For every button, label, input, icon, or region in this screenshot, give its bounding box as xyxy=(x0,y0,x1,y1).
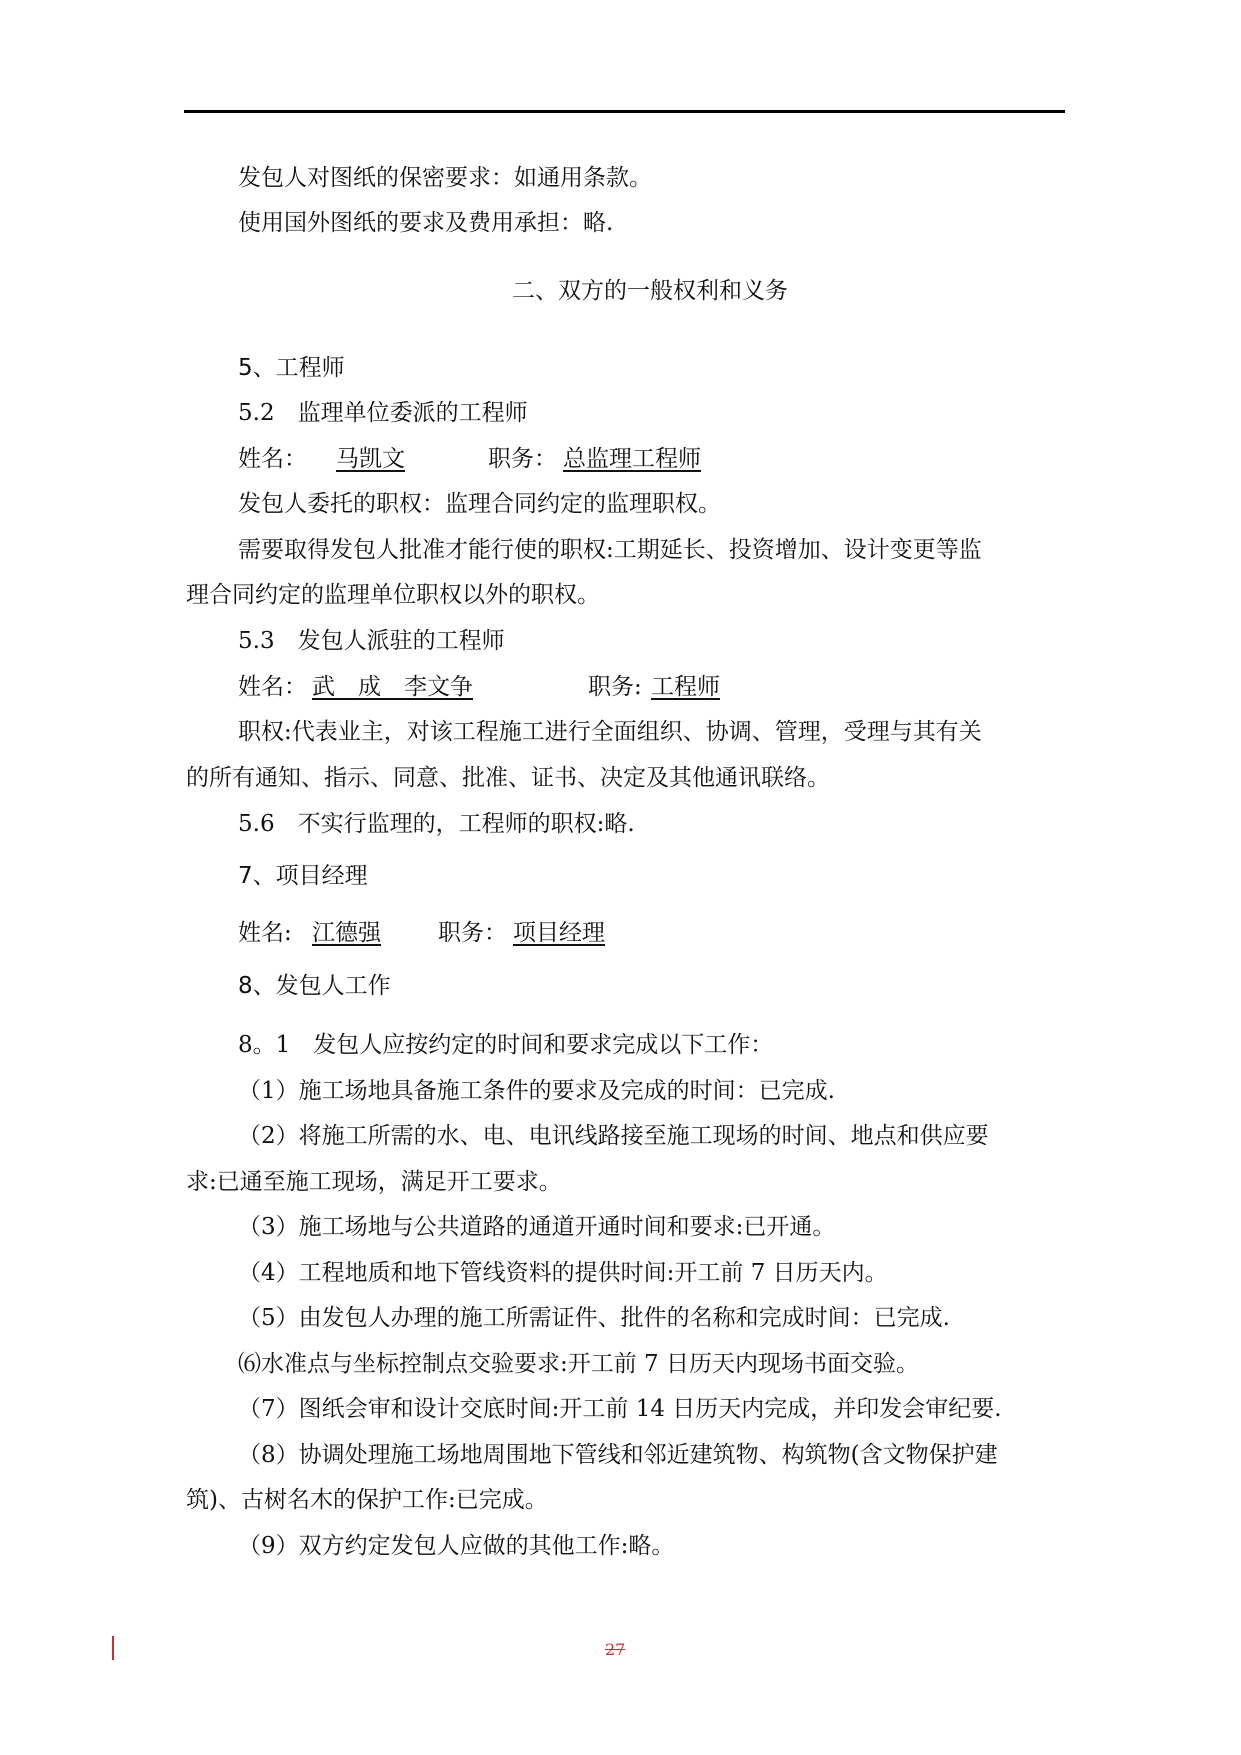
list-item: （5）由发包人办理的施工所需证件、批件的名称和完成时间：已完成. xyxy=(238,1305,950,1331)
heading-5: 5、工程师 xyxy=(238,355,345,381)
paragraph: 需要取得发包人批准才能行使的职权:工期延长、投资增加、设计变更等监 xyxy=(238,537,982,563)
list-item: （8）协调处理施工场地周围地下管线和邻近建筑物、构筑物(含文物保护建 xyxy=(238,1442,998,1468)
list-item: 求:已通至施工现场，满足开工要求。 xyxy=(186,1169,562,1195)
subsection-8-1: 8。1 发包人应按约定的时间和要求完成以下工作： xyxy=(238,1032,774,1058)
engineer-title: 工程师 xyxy=(651,674,720,700)
job-label: 职务: xyxy=(588,674,642,700)
heading-7: 7、项目经理 xyxy=(238,863,368,889)
engineer-name: 马凯文 xyxy=(336,446,405,472)
page-number: 27 xyxy=(605,1640,626,1659)
list-item: （1）施工场地具备施工条件的要求及完成的时间：已完成. xyxy=(238,1078,835,1104)
list-item: ⑹水准点与坐标控制点交验要求:开工前 7 日历天内现场书面交验。 xyxy=(238,1351,920,1377)
list-item: （7）图纸会审和设计交底时间:开工前 14 日历天内完成，并印发会审纪要. xyxy=(238,1396,1002,1422)
paragraph: 的所有通知、指示、同意、批准、证书、决定及其他通讯联络。 xyxy=(186,765,830,791)
job-label: 职务： xyxy=(488,446,557,472)
list-item: （9）双方约定发包人应做的其他工作:略。 xyxy=(238,1533,675,1559)
subsection-5-2: 5.2 监理单位委派的工程师 xyxy=(238,400,528,426)
paragraph: 理合同约定的监理单位职权以外的职权。 xyxy=(186,582,600,608)
name-label: 姓名: xyxy=(238,920,292,946)
header-rule xyxy=(184,110,1065,113)
paragraph: 发包人对图纸的保密要求：如通用条款。 xyxy=(238,165,652,191)
paragraph: 使用国外图纸的要求及费用承担：略. xyxy=(238,210,614,236)
list-item: （2）将施工所需的水、电、电讯线路接至施工现场的时间、地点和供应要 xyxy=(238,1123,989,1149)
subsection-5-6: 5.6 不实行监理的，工程师的职权:略. xyxy=(238,811,635,837)
list-item: 筑)、古树名木的保护工作:已完成。 xyxy=(186,1487,548,1513)
manager-name: 江德强 xyxy=(312,920,381,946)
name-label: 姓名： xyxy=(238,674,307,700)
margin-marker xyxy=(112,1636,114,1660)
engineer-title: 总监理工程师 xyxy=(563,446,701,472)
job-label: 职务： xyxy=(438,920,507,946)
engineer-name: 武 成 李文争 xyxy=(312,674,473,700)
list-item: （4）工程地质和地下管线资料的提供时间:开工前 7 日历天内。 xyxy=(238,1260,888,1286)
manager-title: 项目经理 xyxy=(513,920,605,946)
paragraph: 职权:代表业主，对该工程施工进行全面组织、协调、管理，受理与其有关 xyxy=(238,719,982,745)
section-title: 二、双方的一般权利和义务 xyxy=(512,278,788,304)
heading-8: 8、发包人工作 xyxy=(238,973,391,999)
subsection-5-3: 5.3 发包人派驻的工程师 xyxy=(238,628,505,654)
list-item: （3）施工场地与公共道路的通道开通时间和要求:已开通。 xyxy=(238,1214,836,1240)
name-label: 姓名： xyxy=(238,446,307,472)
paragraph: 发包人委托的职权：监理合同约定的监理职权。 xyxy=(238,491,721,517)
